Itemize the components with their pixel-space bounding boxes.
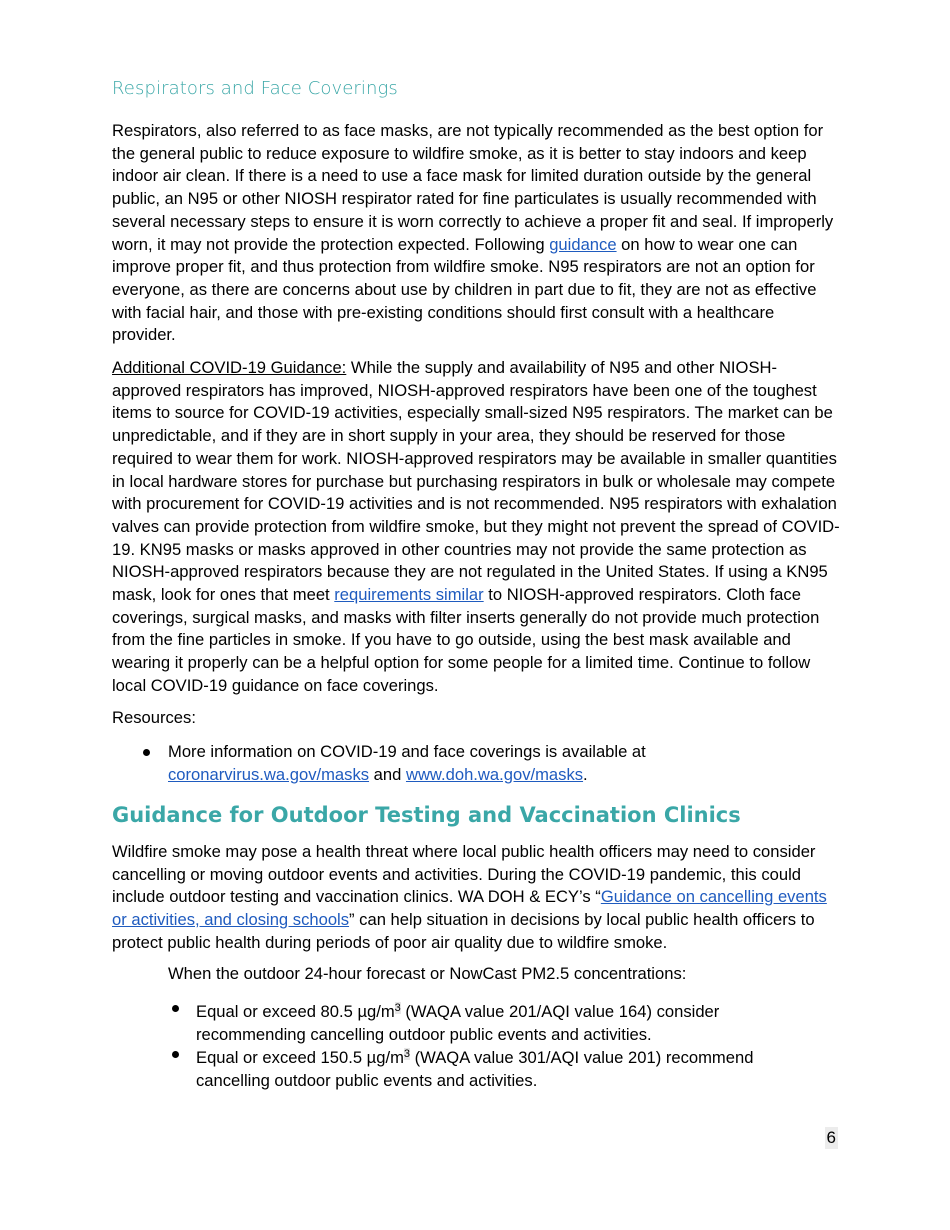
superscript: 3 <box>403 1048 411 1060</box>
resources-label: Resources: <box>112 708 196 727</box>
text-run: Equal or exceed 150.5 µg/m <box>196 1048 404 1067</box>
text-run: More information on COVID-19 and face coverings is available at <box>168 742 646 761</box>
page-number: 6 <box>826 1128 836 1147</box>
text-run: (WAQA value 201/AQI value 164) consider recommending cancelling outdoor public events and activities. <box>196 1002 720 1044</box>
text-run: and <box>369 764 406 784</box>
bullet-icon <box>172 1051 179 1058</box>
text-run: Wildfire smoke may pose a health threat where local public health officers may need to consider cancelling or moving outdoor events and activities. During the COVID-19 pandemic, this could include outdoor testing and vaccination clinics. WA DOH & ECY’s “ <box>112 842 816 907</box>
superscript: 3 <box>394 1002 401 1014</box>
text-run: ” can help situation in decisions by local public health officers to protect public health during periods of poor air quality due to wildfire smoke. <box>112 910 815 952</box>
coronavirus-masks-link[interactable]: coronarvirus.wa.gov/masks <box>168 764 370 784</box>
covid-guidance-label: Additional COVID-19 Guidance: <box>112 358 347 377</box>
list-item <box>112 741 840 786</box>
text-run: While the supply and availability of N95 and other NIOSH-approved respirators has improved, NIOSH-approved respirators have been one of the toughest items to source for COVID-19 activities, especially small-sized N95 respirators. The market can be unpredictable, and if they are in short supply in your area, they should be reserved for those required to wear them for work. NIOSH-approved respirators may be available in smaller quantities in local hardware stores for purchase but purchasing respirators in bulk or wholesale may compete with procurement for COVID-19 activities and is not recommended. N95 respirators with exhalation valves can provide protection from wildfire smoke, but they might not prevent the spread of COVID-19. KN95 masks or masks approved in other countries may not provide the same protection as NIOSH-approved respirators because they are not regulated in the United States. If using a KN95 mask, look for ones that meet <box>112 358 840 605</box>
bullet-icon <box>143 749 150 756</box>
bullet-icon <box>172 1005 179 1012</box>
paragraph-clinics <box>112 841 840 955</box>
text-run: Equal or exceed 80.5 µg/m <box>196 1002 395 1021</box>
section-heading: Guidance for Outdoor Testing and Vaccination Clinics <box>112 803 741 827</box>
text-run: on how to wear one can improve proper fit, and thus protection from wildfire smoke. N95 respirators are not an option for everyone, as there are concerns about use by children in part due to fit, they are not as effective with facial hair, and those with pre-existing conditions should first consult with a healthcare provider. <box>112 234 817 345</box>
list-item-text <box>196 1043 796 1092</box>
list-item-text <box>168 741 728 786</box>
cancelling-events-guidance-link[interactable]: Guidance on cancelling events or activities, and closing schools <box>112 887 827 930</box>
list-item <box>168 997 840 1046</box>
text-run: . <box>583 764 588 784</box>
text-run: Respirators, also referred to as face masks, are not typically recommended as the best option for the general public to reduce exposure to wildfire smoke, as it is better to stay indoors and keep indoor air clean. If there is a need to use a face mask for limited duration outside by the general public, an N95 or other NIOSH respirator rated for fine particulates is usually recommended with several necessary steps to ensure it is worn correctly to achieve a proper fit and seal. If improperly worn, it may not provide the protection expected. Following <box>112 121 834 254</box>
paragraph-respirators <box>112 120 840 347</box>
guidance-link[interactable]: guidance <box>549 234 617 254</box>
paragraph-covid-guidance <box>112 357 840 698</box>
text-run: to NIOSH-approved respirators. Cloth face coverings, surgical masks, and masks with filter inserts generally do not provide much protection from the fine particles in smoke. If you have to go outside, using the best mask available and wearing it properly can be a helpful option for some people for a limited time. Continue to follow local COVID-19 guidance on face coverings. <box>112 585 820 695</box>
text-run: (WAQA value 301/AQI value 201) recommend cancelling outdoor public events and activities. <box>196 1048 754 1090</box>
section-subheading: Respirators and Face Coverings <box>112 78 398 99</box>
requirements-similar-link[interactable]: requirements similar <box>334 585 484 605</box>
doh-masks-link[interactable]: www.doh.wa.gov/masks <box>405 764 584 784</box>
forecast-intro: When the outdoor 24-hour forecast or NowCast PM2.5 concentrations: <box>168 964 687 983</box>
list-item <box>168 1043 840 1092</box>
list-item-text <box>196 997 796 1046</box>
